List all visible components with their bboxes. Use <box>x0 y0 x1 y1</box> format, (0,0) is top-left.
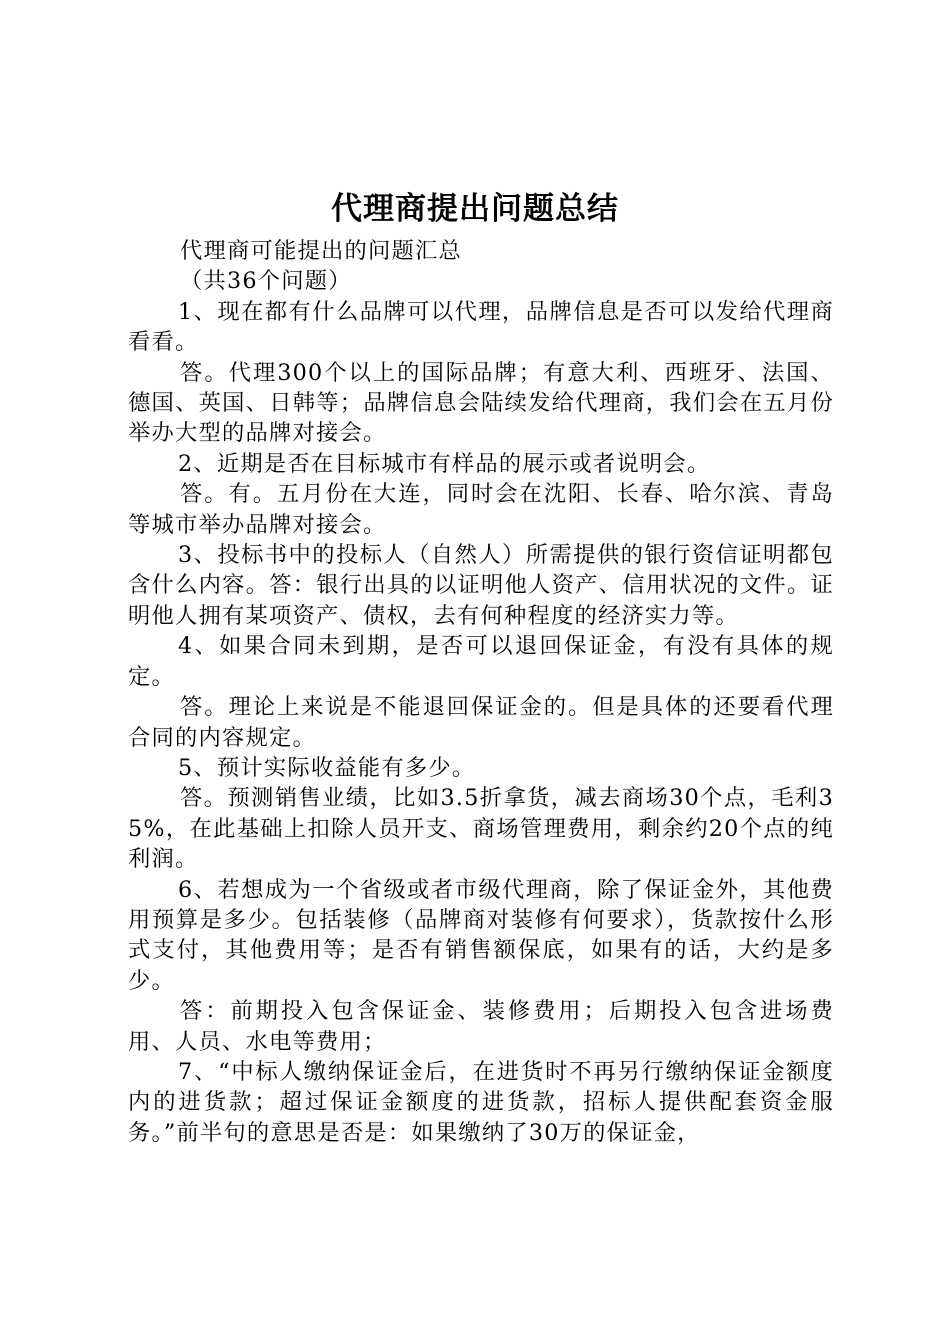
paragraph-question-5: 5、预计实际收益能有多少。 <box>178 754 476 781</box>
document-title: 代理商提出问题总结 <box>331 191 619 227</box>
paragraph-answer-1: 答。代理300个以上的国际品牌；有意大利、西班牙、法国、德国、英国、日韩等；品牌信息会陆续发给代理商，我们会在五月份举办大型的品牌对接会。 <box>128 359 834 447</box>
paragraph-answer-5: 答。预测销售业绩，比如3.5折拿货，减去商场30个点，毛利35%，在此基础上扣除人员开支、商场管理费用，剩余约20个点的纯利润。 <box>128 785 834 873</box>
paragraph-answer-4: 答。理论上来说是不能退回保证金的。但是具体的还要看代理合同的内容规定。 <box>128 694 834 751</box>
paragraph-question-4: 4、如果合同未到期，是否可以退回保证金，有没有具体的规定。 <box>128 633 834 690</box>
paragraph-subtitle: 代理商可能提出的问题汇总 <box>180 238 462 264</box>
paragraph-answer-6: 答：前期投入包含保证金、装修费用；后期投入包含进场费用、人员、水电等费用； <box>128 998 834 1055</box>
paragraph-question-1: 1、现在都有什么品牌可以代理，品牌信息是否可以发给代理商看看。 <box>128 298 834 356</box>
paragraph-question-3: 3、投标书中的投标人（自然人）所需提供的银行资信证明都包含什么内容。答：银行出具的以证明他人资产、信用状况的文件。证明他人拥有某项资产、债权，去有何种程度的经济实力等。 <box>128 542 834 629</box>
paragraph-count: （共36个问题） <box>180 268 352 295</box>
paragraph-question-7: 7、“中标人缴纳保证金后，在进货时不再另行缴纳保证金额度内的进货款；超过保证金额度的进货款，招标人提供配套资金服务。”前半句的意思是否是：如果缴纳了30万的保证金， <box>128 1058 834 1146</box>
paragraph-answer-2: 答。有。五月份在大连，同时会在沈阳、长春、哈尔滨、青岛等城市举办品牌对接会。 <box>128 481 834 538</box>
paragraph-question-6: 6、若想成为一个省级或者市级代理商，除了保证金外，其他费用预算是多少。包括装修（品牌商对装修有何要求），货款按什么形式支付，其他费用等；是否有销售额保底，如果有的话，大约是多少。 <box>128 876 834 994</box>
document-body <box>128 236 834 1148</box>
paragraph-question-2: 2、近期是否在目标城市有样品的展示或者说明会。 <box>178 450 711 477</box>
